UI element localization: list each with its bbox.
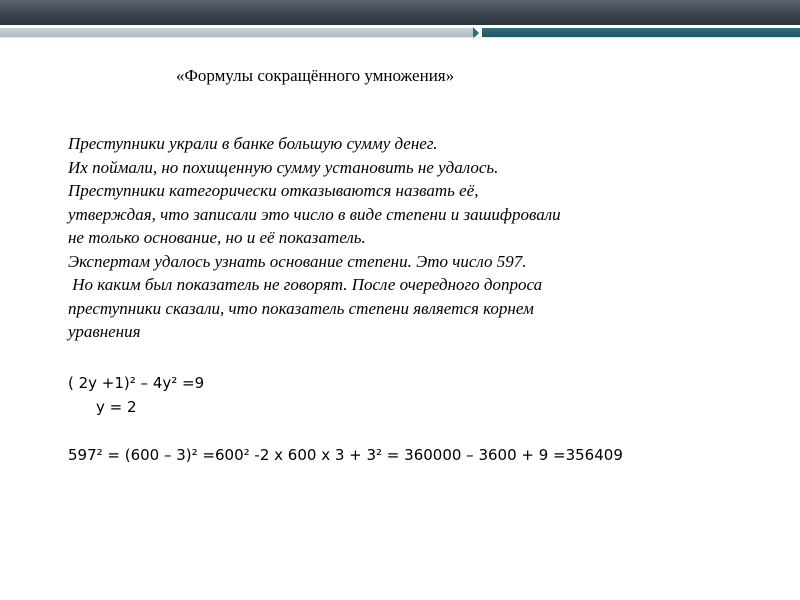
story-line: уравнения [68, 322, 141, 341]
header-accent-left [0, 28, 474, 37]
story-text [68, 132, 748, 344]
story-line: Экспертам удалось узнать основание степени. Это число 597. [68, 251, 527, 271]
header-accent-right [482, 28, 800, 37]
calculation: 597² = (600 – 3)² =600² -2 х 600 х 3 + 3² = 360000 – 3600 + 9 =356409 [68, 446, 623, 464]
story-line: Но каким был показатель не говорят. После очередного допроса [68, 275, 543, 294]
slide-title: «Формулы сокращённого умножения» [176, 66, 455, 85]
story-line: преступники сказали, что показатель степени является корнем [68, 298, 534, 318]
header-band [0, 0, 800, 25]
story-line: не только основание, но и её показатель. [68, 228, 366, 247]
equation-solution: у = 2 [96, 398, 137, 416]
story-line: Преступники категорически отказываются назвать её, [68, 181, 479, 200]
story-line: утверждая, что записали это число в виде степени и зашифровали [68, 204, 561, 224]
equation: ( 2у +1)² – 4у² =9 [68, 374, 205, 392]
story-line: Их поймали, но похищенную сумму установить не удалось. [68, 157, 499, 177]
story-line: Преступники украли в банке большую сумму денег. [68, 134, 438, 153]
header-underline [0, 37, 800, 38]
